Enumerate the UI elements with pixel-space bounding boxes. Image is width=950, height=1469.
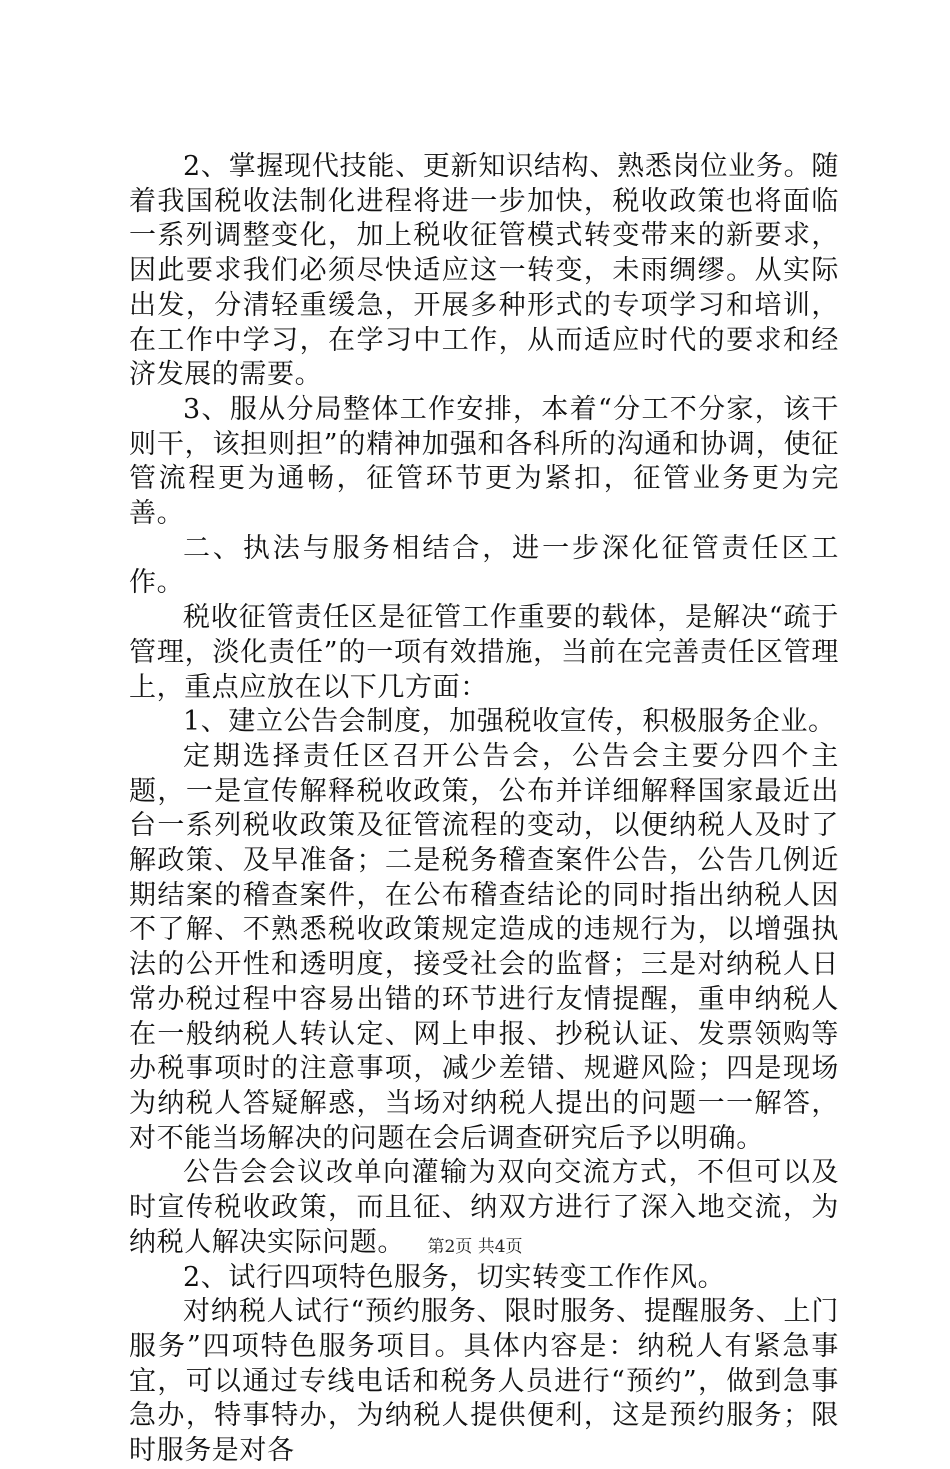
subheading-2: 2、试行四项特色服务，切实转变工作作风。	[183, 1261, 726, 1293]
paragraph-2: 3、服从分局整体工作安排，本着“分工不分家，该干则干，该担则担”的精神加强和各科所的沟通和协调，使征管流程更为通畅，征管环节更为紧扣，征管业务更为完善。	[129, 393, 839, 530]
page-number: 第2页 共4页	[427, 1237, 523, 1257]
paragraph-1: 2、掌握现代技能、更新知识结构、熟悉岗位业务。随着我国税收法制化进程将进一步加快，税收政策也将面临一系列调整变化，加上税收征管模式转变带来的新要求，因此要求我们必须尽快适应这一转变，未雨绸缪。从实际出发，分清轻重缓急，开展多种形式的专项学习和培训，在工作中学习，在学习中工作，从而适应时代的要求和经济发展的需要。	[129, 151, 839, 391]
document-body	[129, 150, 839, 1469]
paragraph-3: 税收征管责任区是征管工作重要的载体，是解决“疏于管理，淡化责任”的一项有效措施，当前在完善责任区管理上，重点应放在以下几方面：	[129, 602, 839, 703]
section-heading: 二、执法与服务相结合，进一步深化征管责任区工作。	[129, 532, 839, 599]
paragraph-5: 公告会会议改单向灌输为双向交流方式，不但可以及时宣传税收政策，而且征、纳双方进行了深入地交流，为纳税人解决实际问题。	[129, 1157, 839, 1258]
paragraph-4: 定期选择责任区召开公告会，公告会主要分四个主题，一是宣传解释税收政策，公布并详细解释国家最近出台一系列税收政策及征管流程的变动，以便纳税人及时了解政策、及早准备；二是税务稽查案件公告，公告几例近期结案的稽查案件，在公布稽查结论的同时指出纳税人因不了解、不熟悉税收政策规定造成的违规行为，以增强执法的公开性和透明度，接受社会的监督；三是对纳税人日常办税过程中容易出错的环节进行友情提醒，重申纳税人在一般纳税人转认定、网上申报、抄税认证、发票领购等办税事项时的注意事项，减少差错、规避风险；四是现场为纳税人答疑解惑，当场对纳税人提出的问题一一解答，对不能当场解决的问题在会后调查研究后予以明确。	[129, 740, 839, 1154]
subheading-1: 1、建立公告会制度，加强税收宣传，积极服务企业。	[183, 706, 836, 738]
paragraph-6: 对纳税人试行“预约服务、限时服务、提醒服务、上门服务”四项特色服务项目。具体内容是：纳税人有紧急事宜，可以通过专线电话和税务人员进行“预约”，做到急事急办，特事特办，为纳税人提供便利，这是预约服务；限时服务是对各	[129, 1296, 839, 1467]
